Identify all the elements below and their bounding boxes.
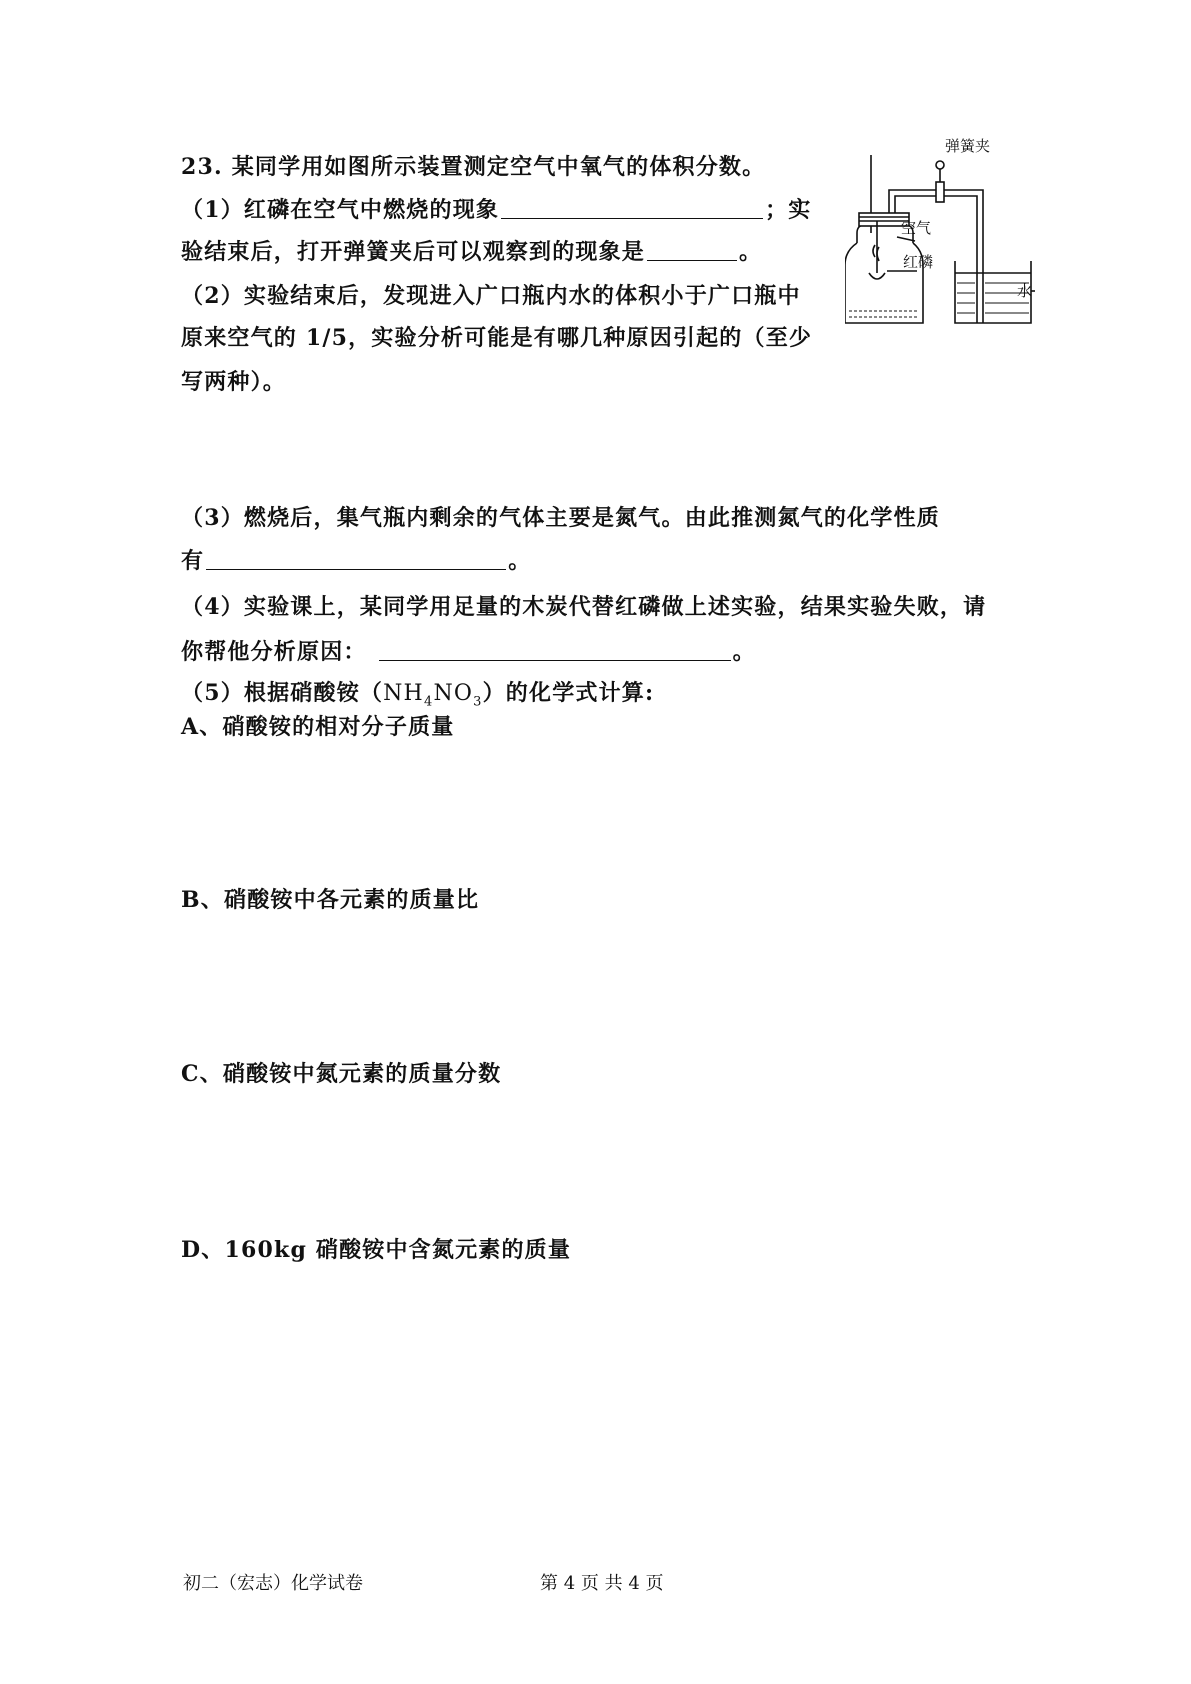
part-1-line-1 (181, 194, 812, 226)
part-4-line-2 (181, 636, 756, 668)
part-1-prompt-2: 验结束后，打开弹簧夹后可以观察到的现象是 (181, 239, 646, 265)
sub-question-d: D、160kg 硝酸铵中含氮元素的质量 (181, 1237, 572, 1263)
part-5-post: ）的化学式计算: (482, 680, 655, 706)
formula-nh: NH (383, 681, 424, 706)
answer-blank-1[interactable] (501, 198, 763, 219)
part-3-line-2 (181, 545, 531, 577)
part-1-line-2 (181, 236, 762, 268)
part-3-line-1: （3）燃烧后，集气瓶内剩余的气体主要是氮气。由此推测氮气的化学性质 (181, 505, 940, 531)
part-5-intro (181, 677, 654, 710)
sub-question-a: A、硝酸铵的相对分子质量 (181, 714, 455, 740)
label-air: 空气 (901, 219, 932, 237)
part-2-line-2: 原来空气的 1/5，实验分析可能是有哪几种原因引起的（至少 (181, 325, 813, 351)
label-spring-clip: 弹簧夹 (945, 137, 991, 155)
part-1-end: 。 (739, 239, 763, 265)
footer-exam-title: 初二（宏志）化学试卷 (183, 1573, 363, 1594)
part-4-prompt: 你帮他分析原因： (181, 639, 367, 665)
part-4-end: 。 (732, 639, 756, 665)
part-1-tail: ；实 (765, 197, 812, 223)
label-water: 水 (1017, 282, 1033, 300)
formula-sub-3: 3 (473, 694, 483, 710)
sub-question-c: C、硝酸铵中氮元素的质量分数 (181, 1061, 502, 1087)
formula (383, 681, 483, 710)
part-3-prompt: 有 (181, 548, 205, 574)
part-2-line-1: （2）实验结束后，发现进入广口瓶内水的体积小于广口瓶中 (181, 283, 801, 309)
sub-question-b: B、硝酸铵中各元素的质量比 (181, 887, 480, 913)
part-4-line-1: （4）实验课上，某同学用足量的木炭代替红磷做上述实验，结果实验失败，请 (181, 594, 987, 620)
part-3-end: 。 (508, 548, 532, 574)
apparatus-diagram (845, 133, 1035, 328)
formula-sub-4: 4 (423, 694, 434, 710)
answer-blank-4[interactable] (379, 640, 731, 661)
answer-blank-3[interactable] (206, 549, 506, 570)
formula-no: NO (433, 681, 474, 706)
label-red-phosphorus: 红磷 (903, 253, 934, 271)
part-5-pre: （5）根据硝酸铵（ (181, 680, 384, 706)
footer-page-number: 第 4 页 共 4 页 (540, 1573, 664, 1594)
part-2-line-3: 写两种）。 (181, 369, 287, 395)
question-23-stem: 23. 某同学用如图所示装置测定空气中氧气的体积分数。 (181, 154, 766, 180)
answer-blank-2[interactable] (647, 240, 737, 261)
part-1-prompt: （1）红磷在空气中燃烧的现象 (181, 197, 500, 223)
